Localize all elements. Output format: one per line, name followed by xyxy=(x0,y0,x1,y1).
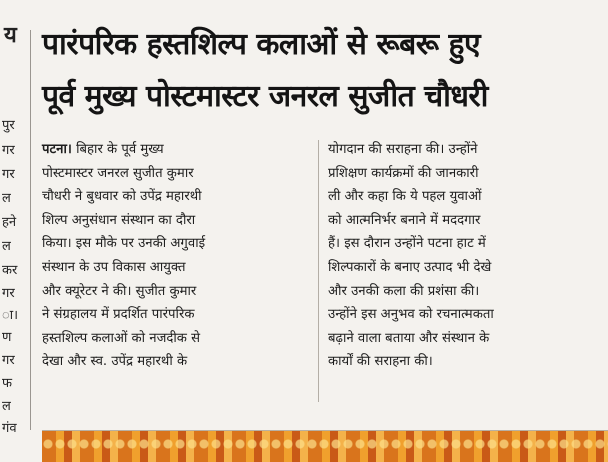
body-line: को आत्मनिर्भर बनाने में मददगार xyxy=(328,212,481,228)
left-fragment: गर xyxy=(2,353,15,368)
marigold-garland-pattern xyxy=(42,437,608,451)
body-line: प्रशिक्षण कार्यक्रमों की जानकारी xyxy=(328,165,479,181)
body-line: किया। इस मौके पर उनकी अगुवाई xyxy=(42,236,206,252)
body-line: चौधरी ने बुधवार को उपेंद्र महारथी xyxy=(42,189,202,205)
body-line: और क्यूरेटर ने की। सुजीत कुमार xyxy=(42,283,197,299)
left-fragment: फ xyxy=(2,376,13,391)
headline-line-2: पूर्व मुख्य पोस्टमास्टर जनरल सुजीत चौधरी xyxy=(42,79,488,114)
left-fragment: गर xyxy=(2,286,15,301)
body-line: हस्तशिल्प कलाओं को नजदीक से xyxy=(42,330,201,346)
body-line: शिल्प अनुसंधान संस्थान का दौरा xyxy=(42,212,196,228)
article-column-2 xyxy=(328,138,600,374)
body-line: उन्होंने इस अनुभव को रचनात्मकता xyxy=(328,307,494,323)
left-fragment: गंव xyxy=(2,421,17,436)
body-line: ने संग्रहालय में प्रदर्शित पारंपरिक xyxy=(42,307,195,323)
body-line: और उनकी कला की प्रशंसा की। xyxy=(328,283,480,299)
body-line: कार्यों की सराहना की। xyxy=(328,354,433,370)
left-fragment: ल xyxy=(2,239,11,254)
article-column-1 xyxy=(42,138,310,374)
left-fragment: ल xyxy=(2,399,11,414)
column-divider xyxy=(318,140,319,402)
body-line: ली और कहा कि ये पहल युवाओं xyxy=(328,189,482,205)
news-photo xyxy=(42,430,608,462)
body-line: हैं। इस दौरान उन्होंने पटना हाट में xyxy=(328,236,486,252)
body-line: संस्थान के उप विकास आयुक्त xyxy=(42,259,186,275)
body-line: पोस्टमास्टर जनरल सुजीत कुमार xyxy=(42,165,194,181)
left-fragment: गर xyxy=(2,143,15,158)
body-text: बिहार के पूर्व मुख्य xyxy=(76,142,164,157)
body-line: देखा और स्व. उपेंद्र महारथी के xyxy=(42,354,188,370)
left-fragment: हने xyxy=(2,215,17,230)
left-fragment: गर xyxy=(2,167,15,182)
body-line: शिल्पकारों के बनाए उत्पाद भी देखे xyxy=(328,259,492,275)
adjacent-column-fragment xyxy=(0,0,30,461)
dateline: पटना। xyxy=(42,142,72,157)
left-fragment: पुर xyxy=(2,118,15,133)
body-line: बढ़ाने वाला बताया और संस्थान के xyxy=(328,330,490,346)
body-line xyxy=(42,138,310,162)
left-fragment: ल xyxy=(2,191,11,206)
left-fragment: य xyxy=(4,23,17,48)
body-line: योगदान की सराहना की। उन्होंने xyxy=(328,142,478,157)
column-rule xyxy=(30,30,31,430)
left-fragment: कर xyxy=(2,263,18,278)
headline-line-1: पारंपरिक हस्तशिल्प कलाओं से रूबरू हुए xyxy=(42,27,481,62)
left-fragment: ा। xyxy=(2,308,19,323)
left-fragment: ण xyxy=(2,330,12,345)
